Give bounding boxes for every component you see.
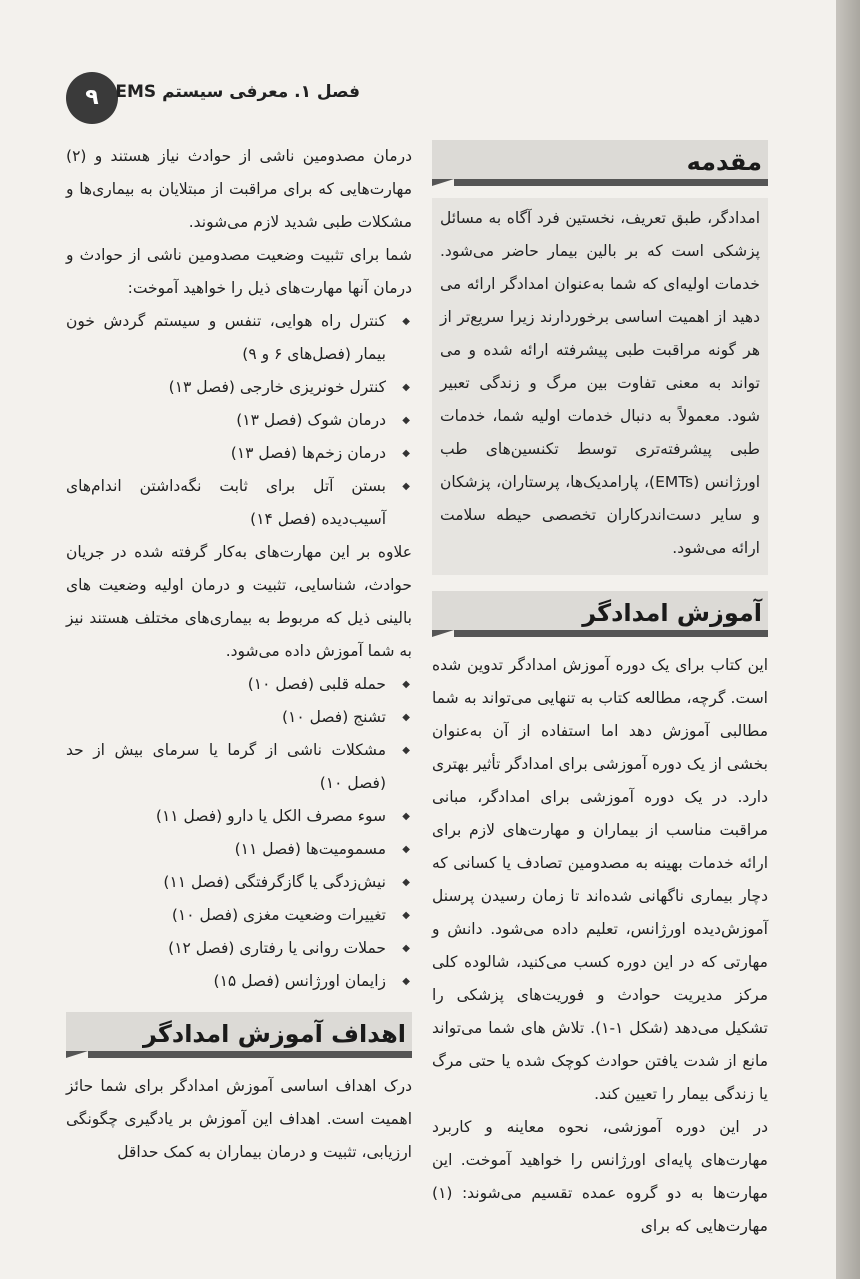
medical-conditions-list bbox=[66, 668, 412, 998]
list-item: ◆ مسمومیت‌ها (فصل ۱۱) bbox=[66, 833, 390, 866]
intro-heading: مقدمه bbox=[686, 148, 762, 176]
heading-underline bbox=[66, 1051, 412, 1058]
heading-underline bbox=[432, 179, 768, 186]
list-item: ◆ کنترل راه هوایی، تنفس و سیستم گردش خون بیمار (فصل‌های ۶ و ۹) bbox=[66, 305, 390, 371]
left-paragraph-3: علاوه بر این مهارت‌های به‌کار گرفته شده در جریان حوادث، شناسایی، تثبیت و درمان اولیه وضعیت های بالینی ذیل که مربوط به بیماری‌های مختلف هستند نیز به شما آموزش داده می‌شود. bbox=[66, 543, 412, 660]
list-item: ◆ بستن آتل برای ثابت نگه‌داشتن اندام‌های آسیب‌دیده (فصل ۱۴) bbox=[66, 470, 390, 536]
training-heading: آموزش امدادگر bbox=[582, 599, 762, 627]
list-item: ◆ حملات روانی یا رفتاری (فصل ۱۲) bbox=[66, 932, 390, 965]
list-item: ◆ مشکلات ناشی از گرما یا سرمای بیش از حد (فصل ۱۰) bbox=[66, 734, 390, 800]
goals-paragraph: درک اهداف اساسی آموزش امدادگر برای شما حائز اهمیت است. اهداف این آموزش بر یادگیری چگونگی ارزیابی، تثبیت و درمان بیماران به کمک حداقل bbox=[66, 1077, 412, 1161]
chapter-title: فصل ۱. معرفی سیستم EMS bbox=[115, 82, 360, 102]
training-paragraph-1: این کتاب برای یک دوره آموزش امدادگر تدوین شده است. گرچه، مطالعه کتاب به تنهایی می‌تواند به شما مطالبی آموزش دهد اما استفاده از آن به‌عنوان بخشی از یک دوره آموزشی برای امدادگر تأثیر بهتری دارد. در یک دوره آموزشی برای امدادگر، مبانی مراقبت مناسب از بیماران و مهارت‌های لازم برای ارائه خدمات بهینه به مصدومین تصادف یا کسانی که دچار بیماری ناگهانی شده‌اند تا زمان رسیدن پرسنل آموزش‌دیده اورژانس، تعلیم داده می‌شود. دانش و مهارتی که در این دوره کسب می‌کنید، شالوده کلی مرکز مدیریت حوادث و فوریت‌های پزشکی را تشکیل می‌دهد (شکل ۱-۱). تلاش های شما می‌تواند مانع از شدت یافتن حوادث کوچک شده یا حتی مرگ یا زندگی بیمار را تعیین کند. bbox=[432, 656, 768, 1103]
book-spine-shadow bbox=[836, 0, 860, 1279]
section-heading-training bbox=[432, 591, 768, 637]
left-column bbox=[66, 140, 412, 1169]
list-item: ◆ سوء مصرف الکل یا دارو (فصل ۱۱) bbox=[66, 800, 390, 833]
left-paragraph-1: درمان مصدومین ناشی از حوادث نیاز هستند و (۲) مهارت‌هایی که برای مراقبت از مبتلایان به بیماری‌ها و مشکلات طبی شدید لازم می‌شوند. bbox=[66, 147, 412, 231]
right-column bbox=[432, 140, 768, 1243]
heading-underline bbox=[432, 630, 768, 637]
list-item: ◆ کنترل خونریزی خارجی (فصل ۱۳) bbox=[66, 371, 390, 404]
list-item: ◆ درمان شوک (فصل ۱۳) bbox=[66, 404, 390, 437]
list-item: ◆ تغییرات وضعیت مغزی (فصل ۱۰) bbox=[66, 899, 390, 932]
list-item: ◆ حمله قلبی (فصل ۱۰) bbox=[66, 668, 390, 701]
intro-band bbox=[432, 198, 768, 575]
page-header bbox=[60, 70, 780, 126]
page-number: ۹ bbox=[66, 72, 118, 124]
list-item: ◆ نیش‌زدگی یا گازگرفتگی (فصل ۱۱) bbox=[66, 866, 390, 899]
intro-paragraph: امدادگر، طبق تعریف، نخستین فرد آگاه به مسائل پزشکی است که بر بالین بیمار حاضر می‌شود. خدمات اولیه‌ای که شما به‌عنوان امدادگر ارائه می دهید از اهمیت اساسی برخوردارند زیرا سریع‌تر از هر گونه مراقبت طبی پیشرفته ارائه شده و می تواند به معنی تفاوت بین مرگ و زندگی تعبیر شود. معمولاً به دنبال خدمات اولیه شما، خدمات طبی پیشرفته‌تری توسط تکنسین‌های طب اورژانس (EMTs)، پارامدیک‌ها، پرستاران، پزشکان و سایر دست‌اندرکاران تخصصی حیطه سلامت ارائه می‌شود. bbox=[440, 209, 760, 557]
left-paragraph-2: شما برای تثبیت وضعیت مصدومین ناشی از حوادث و درمان آنها مهارت‌های ذیل را خواهید آموخت: bbox=[66, 246, 412, 297]
training-paragraph-2: در این دوره آموزشی، نحوه معاینه و کاربرد مهارت‌های پایه‌ای اورژانس را خواهید آموخت. این مهارت‌ها به دو گروه عمده تقسیم می‌شوند: (۱) مهارت‌هایی که برای bbox=[432, 1118, 768, 1235]
section-heading-goals bbox=[66, 1012, 412, 1058]
section-heading-intro bbox=[432, 140, 768, 186]
trauma-skills-list bbox=[66, 305, 412, 536]
list-item: ◆ درمان زخم‌ها (فصل ۱۳) bbox=[66, 437, 390, 470]
goals-heading: اهداف آموزش امدادگر bbox=[143, 1020, 406, 1048]
list-item: ◆ تشنج (فصل ۱۰) bbox=[66, 701, 390, 734]
list-item: ◆ زایمان اورژانس (فصل ۱۵) bbox=[66, 965, 390, 998]
